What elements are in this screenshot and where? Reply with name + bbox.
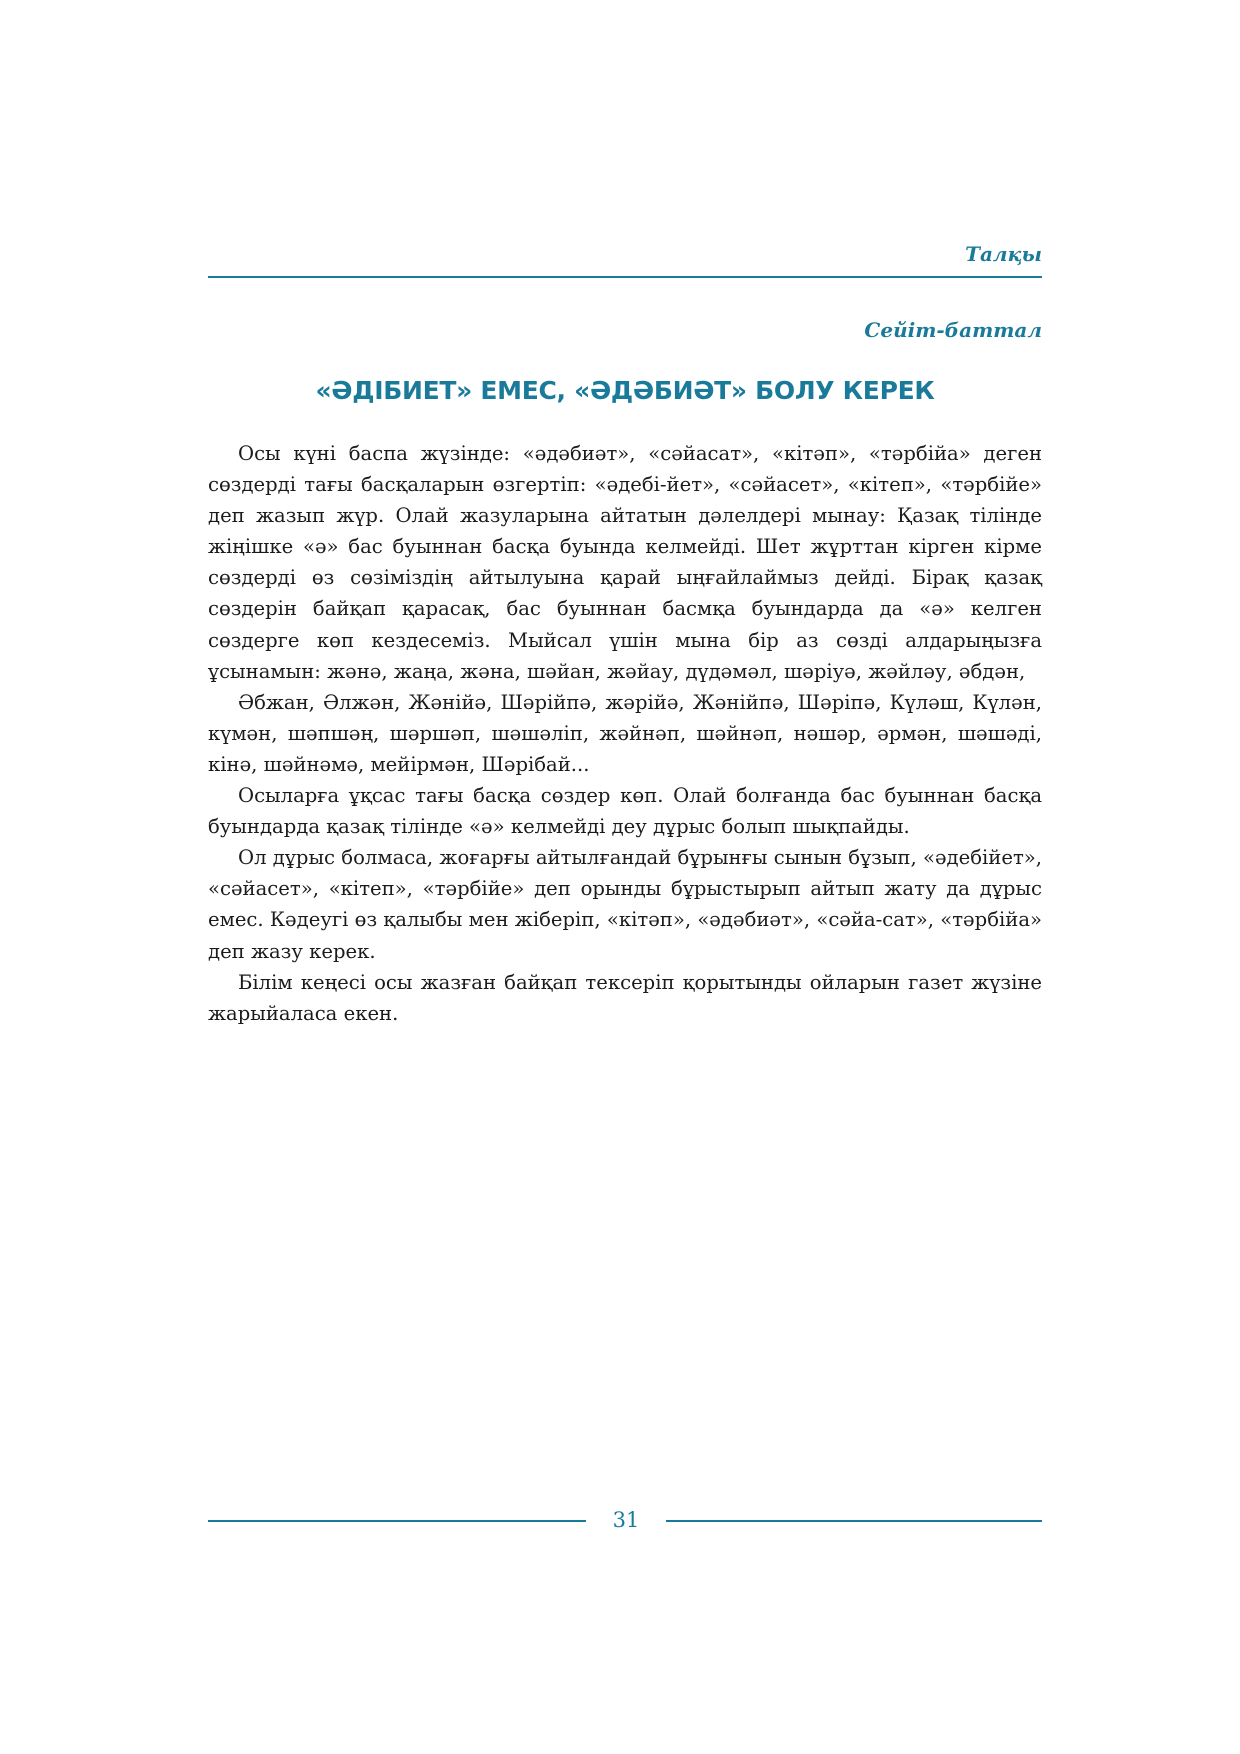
paragraph-4: Ол дұрыс болмаса, жоғарғы айтылғандай бұрынғы сынын бұзып, «әдебійет», «сәйасет», «кітеп», «тәрбійе» деп орынды бұрыстырып айтып жату да дұрыс емес. Кәдеугі өз қалыбы мен жіберіп, «кітәп», «әдәбиәт», «сәйа-сат», «тәрбійа» деп жазу керек. [208, 846, 1042, 963]
paragraph-3: Осыларға ұқсас тағы басқа сөздер көп. Олай болғанда бас буыннан басқа буындарда қазақ тілінде «ә» келмейді деу дұрыс болып шықпайды. [208, 784, 1042, 839]
paragraph-2: Әбжан, Әлжән, Жәнійә, Шәрійпә, жәрійә, Жәнійпә, Шәріпә, Күләш, Күлән, күмән, шәпшәң, шәршәп, шәшәліп, жәйнәп, шәйнәп, нәшәр, әрмән, шәшәді, кінә, шәйнәмә, мейірмән, Шәрібай... [208, 690, 1042, 776]
article-body [208, 438, 1042, 1029]
page-number: 31 [612, 1508, 640, 1532]
running-header: Талқы [965, 242, 1042, 266]
paragraph-1: Осы күні баспа жүзінде: «әдәбиәт», «сәйасат», «кітәп», «тәрбійа» деген сөздерді тағы басқаларын өзгертіп: «әдебі-йет», «сәйасет», «кітеп», «тәрбійе» деп жазып жүр. Олай жазуларына айтатын дәлелдері мынау: Қазақ тілінде жіңішке «ә» бас буыннан басқа буында келмейді. Шет жұрттан кірген кірме сөздерді өз сөзіміздің айтылуына қарай ыңғайлаймыз дейді. Бірақ қазақ сөздерін байқап қарасақ, бас буыннан басмқа буындарда да «ә» келген сөздерге көп кездесеміз. Мыйсал үшін мына бір аз сөзді алдарыңызға ұсынамын: жәнә, жаңа, жәна, шәйан, жәйау, дүдәмәл, шәріуә, жәйләу, әбдән, [208, 442, 1042, 683]
header-rule [208, 276, 1042, 278]
article-author: Сейіт-баттал [864, 318, 1042, 342]
article-title: «ӘДІБИЕТ» ЕМЕС, «ӘДӘБИӘТ» БОЛУ КЕРЕК [315, 376, 935, 405]
footer-rule-left [208, 1520, 586, 1522]
footer-rule-right [666, 1520, 1042, 1522]
paragraph-5: Білім кеңесі осы жазған байқап тексеріп қорытынды ойларын газет жүзіне жарыйаласа екен. [208, 970, 1042, 1025]
